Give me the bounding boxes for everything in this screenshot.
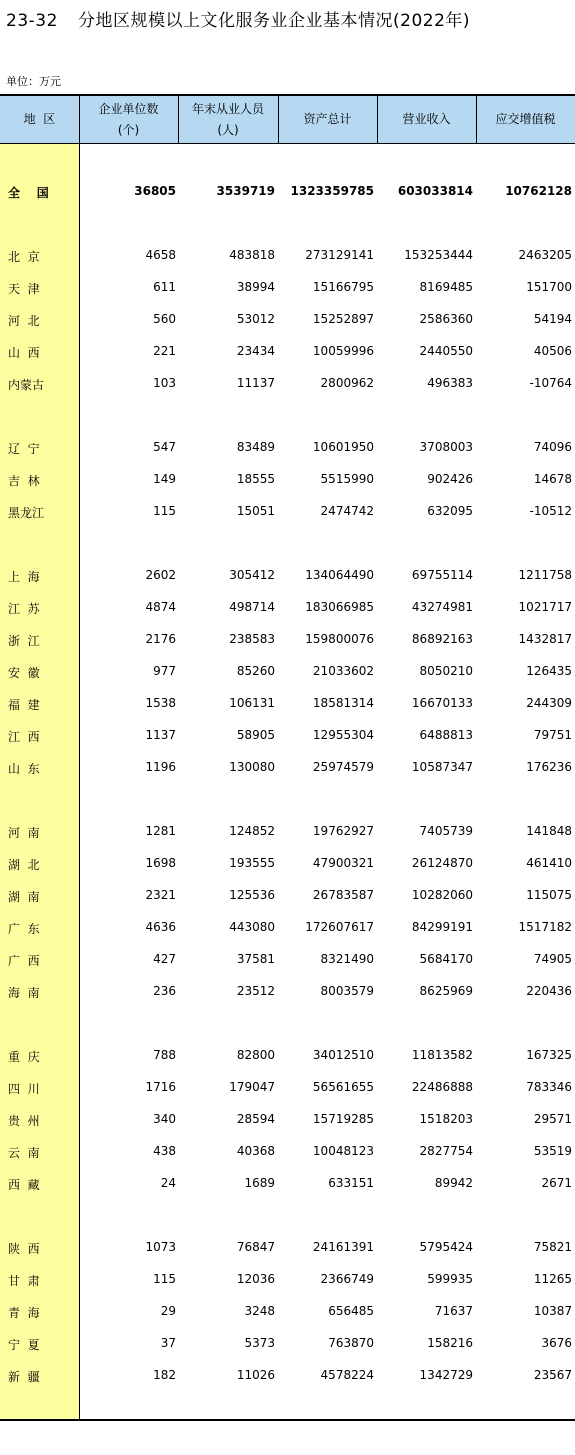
region-name: 重 庆 <box>8 1050 40 1064</box>
table-row <box>0 982 575 1002</box>
cell-vat: 40506 <box>533 344 572 358</box>
cell-revenue: 10282060 <box>411 888 473 902</box>
cell-enterprises: 1716 <box>145 1080 176 1094</box>
cell-vat: 10387 <box>533 1304 572 1318</box>
table-row <box>0 598 575 618</box>
cell-revenue: 71637 <box>434 1304 473 1318</box>
cell-vat: 1211758 <box>518 568 572 582</box>
cell-assets: 8321490 <box>320 952 374 966</box>
table-row <box>0 342 575 362</box>
header-revenue <box>377 96 476 143</box>
region-name: 山 西 <box>8 346 40 360</box>
cell-revenue: 5795424 <box>419 1240 473 1254</box>
cell-revenue: 84299191 <box>411 920 473 934</box>
table-row <box>0 822 575 842</box>
region-name: 安 徽 <box>8 666 40 680</box>
cell-revenue: 603033814 <box>397 184 473 198</box>
cell-revenue: 902426 <box>427 472 473 486</box>
cell-revenue: 8169485 <box>419 280 473 294</box>
cell-assets: 25974579 <box>312 760 374 774</box>
region-name: 湖 南 <box>8 890 40 904</box>
cell-enterprises: 115 <box>153 1272 176 1286</box>
cell-enterprises: 547 <box>153 440 176 454</box>
cell-revenue: 599935 <box>427 1272 473 1286</box>
cell-assets: 159800076 <box>305 632 374 646</box>
cell-vat: 10762128 <box>505 184 572 198</box>
cell-employees: 11137 <box>236 376 275 390</box>
cell-assets: 15719285 <box>312 1112 374 1126</box>
cell-employees: 28594 <box>236 1112 275 1126</box>
table-row <box>0 1366 575 1386</box>
cell-revenue: 8050210 <box>419 664 473 678</box>
cell-revenue: 158216 <box>427 1336 473 1350</box>
cell-assets: 656485 <box>328 1304 374 1318</box>
cell-vat: 461410 <box>526 856 572 870</box>
cell-employees: 483818 <box>229 248 275 262</box>
cell-employees: 125536 <box>229 888 275 902</box>
cell-vat: 11265 <box>533 1272 572 1286</box>
region-name: 海 南 <box>8 986 40 1000</box>
cell-revenue: 26124870 <box>411 856 473 870</box>
header-vat-label: 应交增值税 <box>495 112 556 126</box>
region-name: 甘 肃 <box>8 1274 40 1288</box>
region-name: 内蒙古 <box>8 378 45 392</box>
table-row <box>0 1270 575 1290</box>
cell-assets: 10048123 <box>312 1144 374 1158</box>
table-row <box>0 1174 575 1194</box>
region-name: 湖 北 <box>8 858 40 872</box>
header-enterprises <box>79 96 178 143</box>
cell-vat: 2463205 <box>518 248 572 262</box>
cell-employees: 37581 <box>236 952 275 966</box>
cell-vat: 151700 <box>526 280 572 294</box>
cell-enterprises: 4658 <box>145 248 176 262</box>
cell-assets: 2474742 <box>320 504 374 518</box>
cell-employees: 23434 <box>236 344 275 358</box>
table-row <box>0 470 575 490</box>
cell-enterprises: 4874 <box>145 600 176 614</box>
cell-assets: 8003579 <box>320 984 374 998</box>
header-enterprises-unit: (个) <box>117 122 140 137</box>
cell-employees: 179047 <box>229 1080 275 1094</box>
cell-enterprises: 37 <box>160 1336 176 1350</box>
cell-assets: 273129141 <box>305 248 374 262</box>
table-bottom-rule <box>0 1419 575 1421</box>
cell-enterprises: 4636 <box>145 920 176 934</box>
cell-employees: 238583 <box>229 632 275 646</box>
cell-assets: 4578224 <box>320 1368 374 1382</box>
region-name: 山 东 <box>8 762 40 776</box>
region-name: 贵 州 <box>8 1114 40 1128</box>
header-vat <box>476 96 575 143</box>
cell-vat: 244309 <box>526 696 572 710</box>
cell-enterprises: 1698 <box>145 856 176 870</box>
cell-enterprises: 427 <box>153 952 176 966</box>
cell-vat: -10764 <box>529 376 572 390</box>
region-name: 江 西 <box>8 730 40 744</box>
header-employees <box>178 96 278 143</box>
cell-employees: 5373 <box>244 1336 275 1350</box>
region-name: 新 疆 <box>8 1370 40 1384</box>
region-name: 浙 江 <box>8 634 40 648</box>
cell-enterprises: 1073 <box>145 1240 176 1254</box>
cell-enterprises: 438 <box>153 1144 176 1158</box>
cell-vat: 79751 <box>533 728 572 742</box>
cell-assets: 10059996 <box>312 344 374 358</box>
table-row <box>0 694 575 714</box>
cell-employees: 1689 <box>244 1176 275 1190</box>
cell-assets: 12955304 <box>312 728 374 742</box>
region-name: 广 东 <box>8 922 40 936</box>
cell-assets: 5515990 <box>320 472 374 486</box>
cell-assets: 10601950 <box>312 440 374 454</box>
cell-vat: 75821 <box>533 1240 572 1254</box>
cell-assets: 134064490 <box>305 568 374 582</box>
region-name: 西 藏 <box>8 1178 40 1192</box>
cell-vat: 14678 <box>533 472 572 486</box>
cell-vat: 23567 <box>533 1368 572 1382</box>
cell-enterprises: 2321 <box>145 888 176 902</box>
cell-vat: 74096 <box>533 440 572 454</box>
cell-revenue: 8625969 <box>419 984 473 998</box>
header-region-label: 地 区 <box>23 112 56 126</box>
cell-assets: 26783587 <box>312 888 374 902</box>
cell-employees: 58905 <box>236 728 275 742</box>
cell-employees: 3248 <box>244 1304 275 1318</box>
cell-vat: 74905 <box>533 952 572 966</box>
cell-assets: 19762927 <box>312 824 374 838</box>
table-row <box>0 1142 575 1162</box>
cell-vat: 53519 <box>533 1144 572 1158</box>
cell-revenue: 632095 <box>427 504 473 518</box>
region-name: 河 南 <box>8 826 40 840</box>
cell-enterprises: 1137 <box>145 728 176 742</box>
cell-revenue: 22486888 <box>411 1080 473 1094</box>
cell-vat: 54194 <box>533 312 572 326</box>
cell-assets: 24161391 <box>312 1240 374 1254</box>
cell-enterprises: 340 <box>153 1112 176 1126</box>
cell-revenue: 2827754 <box>419 1144 473 1158</box>
cell-employees: 12036 <box>236 1272 275 1286</box>
cell-vat: -10512 <box>529 504 572 518</box>
region-name: 吉 林 <box>8 474 40 488</box>
cell-vat: 1021717 <box>518 600 572 614</box>
table-row <box>0 950 575 970</box>
cell-vat: 2671 <box>541 1176 572 1190</box>
region-name: 江 苏 <box>8 602 40 616</box>
cell-vat: 3676 <box>541 1336 572 1350</box>
table-number: 23-32 <box>6 11 58 31</box>
cell-assets: 21033602 <box>312 664 374 678</box>
region-name: 天 津 <box>8 282 40 296</box>
cell-enterprises: 1281 <box>145 824 176 838</box>
cell-vat: 1517182 <box>518 920 572 934</box>
cell-revenue: 1342729 <box>419 1368 473 1382</box>
cell-vat: 29571 <box>533 1112 572 1126</box>
header-employees-unit: (人) <box>217 122 239 137</box>
cell-revenue: 5684170 <box>419 952 473 966</box>
cell-employees: 3539719 <box>216 184 275 198</box>
cell-enterprises: 29 <box>160 1304 176 1318</box>
cell-revenue: 7405739 <box>419 824 473 838</box>
cell-vat: 126435 <box>526 664 572 678</box>
cell-revenue: 86892163 <box>411 632 473 646</box>
cell-assets: 183066985 <box>305 600 374 614</box>
region-name: 宁 夏 <box>8 1338 40 1352</box>
region-name: 上 海 <box>8 570 40 584</box>
cell-enterprises: 2602 <box>145 568 176 582</box>
region-name: 四 川 <box>8 1082 40 1096</box>
cell-revenue: 1518203 <box>419 1112 473 1126</box>
table-row <box>0 758 575 778</box>
header-employees-label: 年末从业人员 <box>191 101 264 116</box>
region-name: 辽 宁 <box>8 442 40 456</box>
cell-employees: 18555 <box>236 472 275 486</box>
cell-employees: 498714 <box>229 600 275 614</box>
table-row <box>0 1110 575 1130</box>
cell-employees: 40368 <box>236 1144 275 1158</box>
region-name: 黑龙江 <box>8 506 45 520</box>
table-row <box>0 278 575 298</box>
region-name: 陕 西 <box>8 1242 40 1256</box>
table-row-total <box>0 182 575 202</box>
cell-employees: 82800 <box>236 1048 275 1062</box>
cell-enterprises: 611 <box>153 280 176 294</box>
header-revenue-label: 营业收入 <box>402 112 451 126</box>
cell-assets: 34012510 <box>312 1048 374 1062</box>
table-row <box>0 726 575 746</box>
cell-employees: 305412 <box>229 568 275 582</box>
table-row <box>0 886 575 906</box>
region-name: 全 国 <box>8 186 49 200</box>
cell-enterprises: 977 <box>153 664 176 678</box>
cell-enterprises: 24 <box>160 1176 176 1190</box>
region-column-background <box>0 144 79 1419</box>
cell-employees: 83489 <box>236 440 275 454</box>
cell-vat: 176236 <box>526 760 572 774</box>
cell-employees: 38994 <box>236 280 275 294</box>
table-row <box>0 1302 575 1322</box>
region-name: 广 西 <box>8 954 40 968</box>
header-assets <box>278 96 377 143</box>
cell-employees: 53012 <box>236 312 275 326</box>
cell-enterprises: 182 <box>153 1368 176 1382</box>
cell-revenue: 16670133 <box>411 696 473 710</box>
cell-employees: 130080 <box>229 760 275 774</box>
region-name: 福 建 <box>8 698 40 712</box>
cell-enterprises: 1538 <box>145 696 176 710</box>
cell-assets: 2366749 <box>320 1272 374 1286</box>
region-name: 云 南 <box>8 1146 40 1160</box>
table-row <box>0 1238 575 1258</box>
cell-vat: 220436 <box>526 984 572 998</box>
cell-enterprises: 1196 <box>145 760 176 774</box>
cell-assets: 633151 <box>328 1176 374 1190</box>
cell-revenue: 89942 <box>434 1176 473 1190</box>
cell-employees: 443080 <box>229 920 275 934</box>
cell-revenue: 43274981 <box>411 600 473 614</box>
header-enterprises-label: 企业单位数 <box>98 101 159 116</box>
cell-enterprises: 788 <box>153 1048 176 1062</box>
table-row <box>0 502 575 522</box>
header-region <box>0 96 79 143</box>
cell-enterprises: 103 <box>153 376 176 390</box>
cell-employees: 23512 <box>236 984 275 998</box>
cell-enterprises: 560 <box>153 312 176 326</box>
cell-assets: 1323359785 <box>290 184 374 198</box>
region-name: 北 京 <box>8 250 40 264</box>
cell-assets: 56561655 <box>312 1080 374 1094</box>
cell-assets: 18581314 <box>312 696 374 710</box>
cell-enterprises: 115 <box>153 504 176 518</box>
cell-vat: 783346 <box>526 1080 572 1094</box>
cell-vat: 167325 <box>526 1048 572 1062</box>
cell-assets: 172607617 <box>305 920 374 934</box>
header-assets-label: 资产总计 <box>303 112 352 126</box>
cell-employees: 85260 <box>236 664 275 678</box>
cell-revenue: 3708003 <box>419 440 473 454</box>
table-row <box>0 1334 575 1354</box>
cell-employees: 11026 <box>236 1368 275 1382</box>
cell-enterprises: 36805 <box>134 184 176 198</box>
cell-assets: 47900321 <box>312 856 374 870</box>
cell-enterprises: 221 <box>153 344 176 358</box>
table-row <box>0 662 575 682</box>
cell-revenue: 2440550 <box>419 344 473 358</box>
unit-label: 单位：万元 <box>6 75 61 88</box>
header-rule <box>0 143 575 144</box>
cell-revenue: 10587347 <box>411 760 473 774</box>
table-row <box>0 438 575 458</box>
cell-enterprises: 149 <box>153 472 176 486</box>
cell-enterprises: 236 <box>153 984 176 998</box>
table-row <box>0 918 575 938</box>
cell-revenue: 496383 <box>427 376 473 390</box>
cell-enterprises: 2176 <box>145 632 176 646</box>
cell-employees: 193555 <box>229 856 275 870</box>
cell-assets: 15166795 <box>312 280 374 294</box>
cell-revenue: 11813582 <box>411 1048 473 1062</box>
table-row <box>0 374 575 394</box>
cell-vat: 1432817 <box>518 632 572 646</box>
cell-revenue: 69755114 <box>411 568 473 582</box>
region-name: 河 北 <box>8 314 40 328</box>
cell-employees: 76847 <box>236 1240 275 1254</box>
cell-employees: 15051 <box>236 504 275 518</box>
data-table <box>0 94 575 1421</box>
table-title: 分地区规模以上文化服务业企业基本情况(2022年) <box>78 11 471 31</box>
table-row <box>0 1046 575 1066</box>
cell-revenue: 153253444 <box>404 248 473 262</box>
cell-assets: 763870 <box>328 1336 374 1350</box>
table-row <box>0 630 575 650</box>
page-title <box>6 6 470 31</box>
cell-revenue: 2586360 <box>419 312 473 326</box>
cell-vat: 141848 <box>526 824 572 838</box>
region-name: 青 海 <box>8 1306 40 1320</box>
cell-revenue: 6488813 <box>419 728 473 742</box>
table-row <box>0 246 575 266</box>
table-row <box>0 1078 575 1098</box>
cell-assets: 15252897 <box>312 312 374 326</box>
cell-employees: 124852 <box>229 824 275 838</box>
cell-assets: 2800962 <box>320 376 374 390</box>
cell-employees: 106131 <box>229 696 275 710</box>
table-row <box>0 566 575 586</box>
table-row <box>0 854 575 874</box>
table-row <box>0 310 575 330</box>
cell-vat: 115075 <box>526 888 572 902</box>
